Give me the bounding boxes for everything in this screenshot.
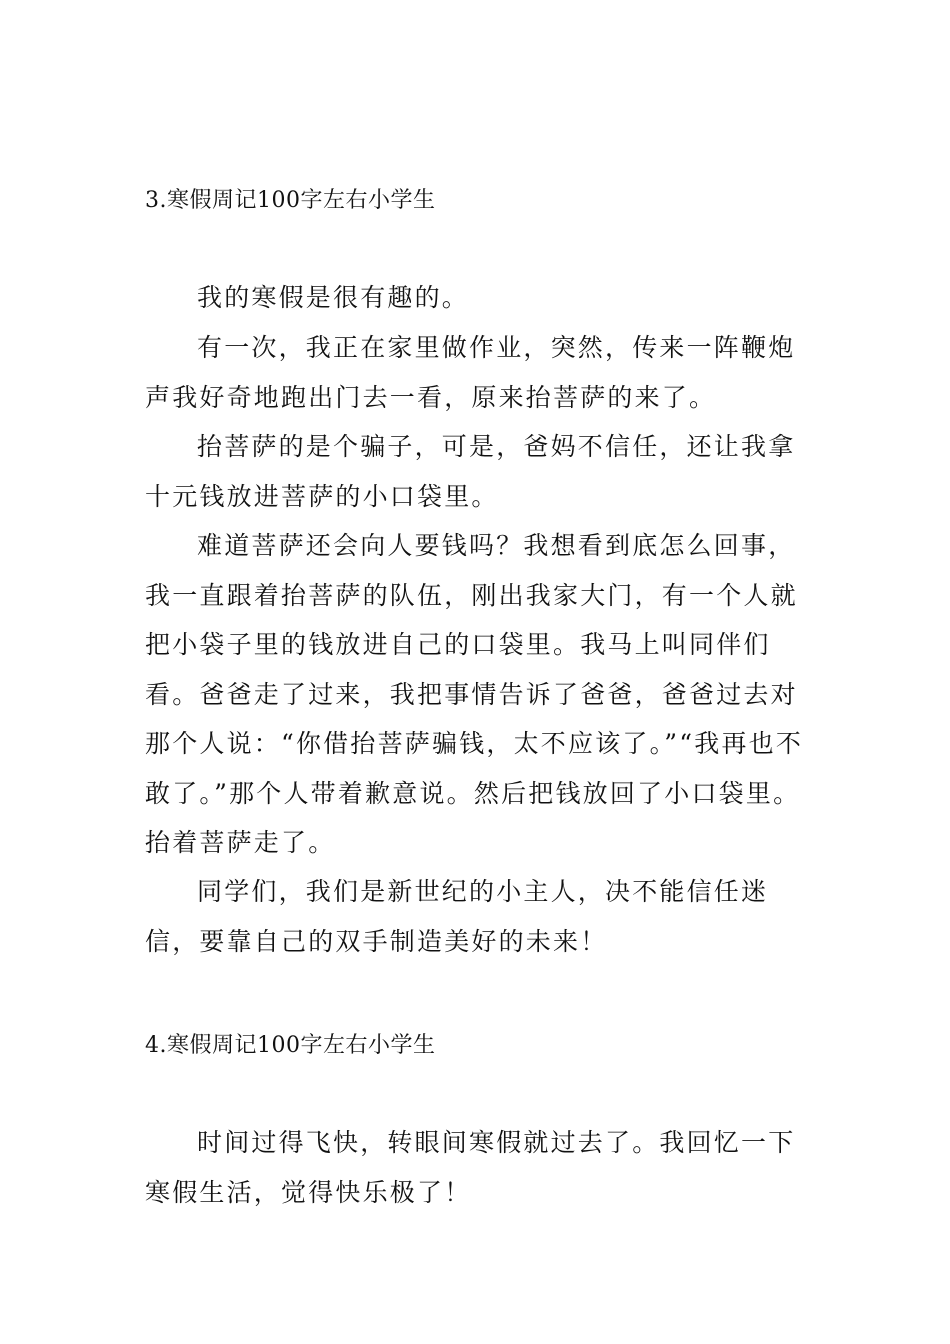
section-4-paragraph-1: 时间过得飞快，转眼间寒假就过去了。我回忆一下寒假生活，觉得快乐极了！: [145, 1128, 796, 1207]
section-3-paragraph-5: 同学们，我们是新世纪的小主人，决不能信任迷信，要靠自己的双手制造美好的未来！: [145, 877, 769, 956]
section-3-paragraph-4: 难道菩萨还会向人要钱吗？我想看到底怎么回事，我一直跟着抬菩萨的队伍，刚出我家大门，有一个人就把小袋子里的钱放进自己的口袋里。我马上叫同伴们看。爸爸走了过来，我把事情告诉了爸爸，爸爸过去对那个人说：“你借抬菩萨骗钱，太不应该了。”“我再也不敢了。”那个人带着歉意说。然后把钱放回了小口袋里。抬着菩萨走了。: [145, 531, 804, 857]
section-3-paragraph-1: 我的寒假是很有趣的。: [197, 283, 470, 312]
section-4-heading: 4.寒假周记100字左右小学生: [145, 1033, 436, 1058]
section-3-paragraph-2: 有一次，我正在家里做作业，突然，传来一阵鞭炮声我好奇地跑出门去一看，原来抬菩萨的来了。: [145, 333, 796, 412]
section-3-paragraph-3: 抬菩萨的是个骗子，可是，爸妈不信任，还让我拿十元钱放进菩萨的小口袋里。: [145, 432, 796, 511]
section-3-heading: 3.寒假周记100字左右小学生: [145, 188, 436, 213]
